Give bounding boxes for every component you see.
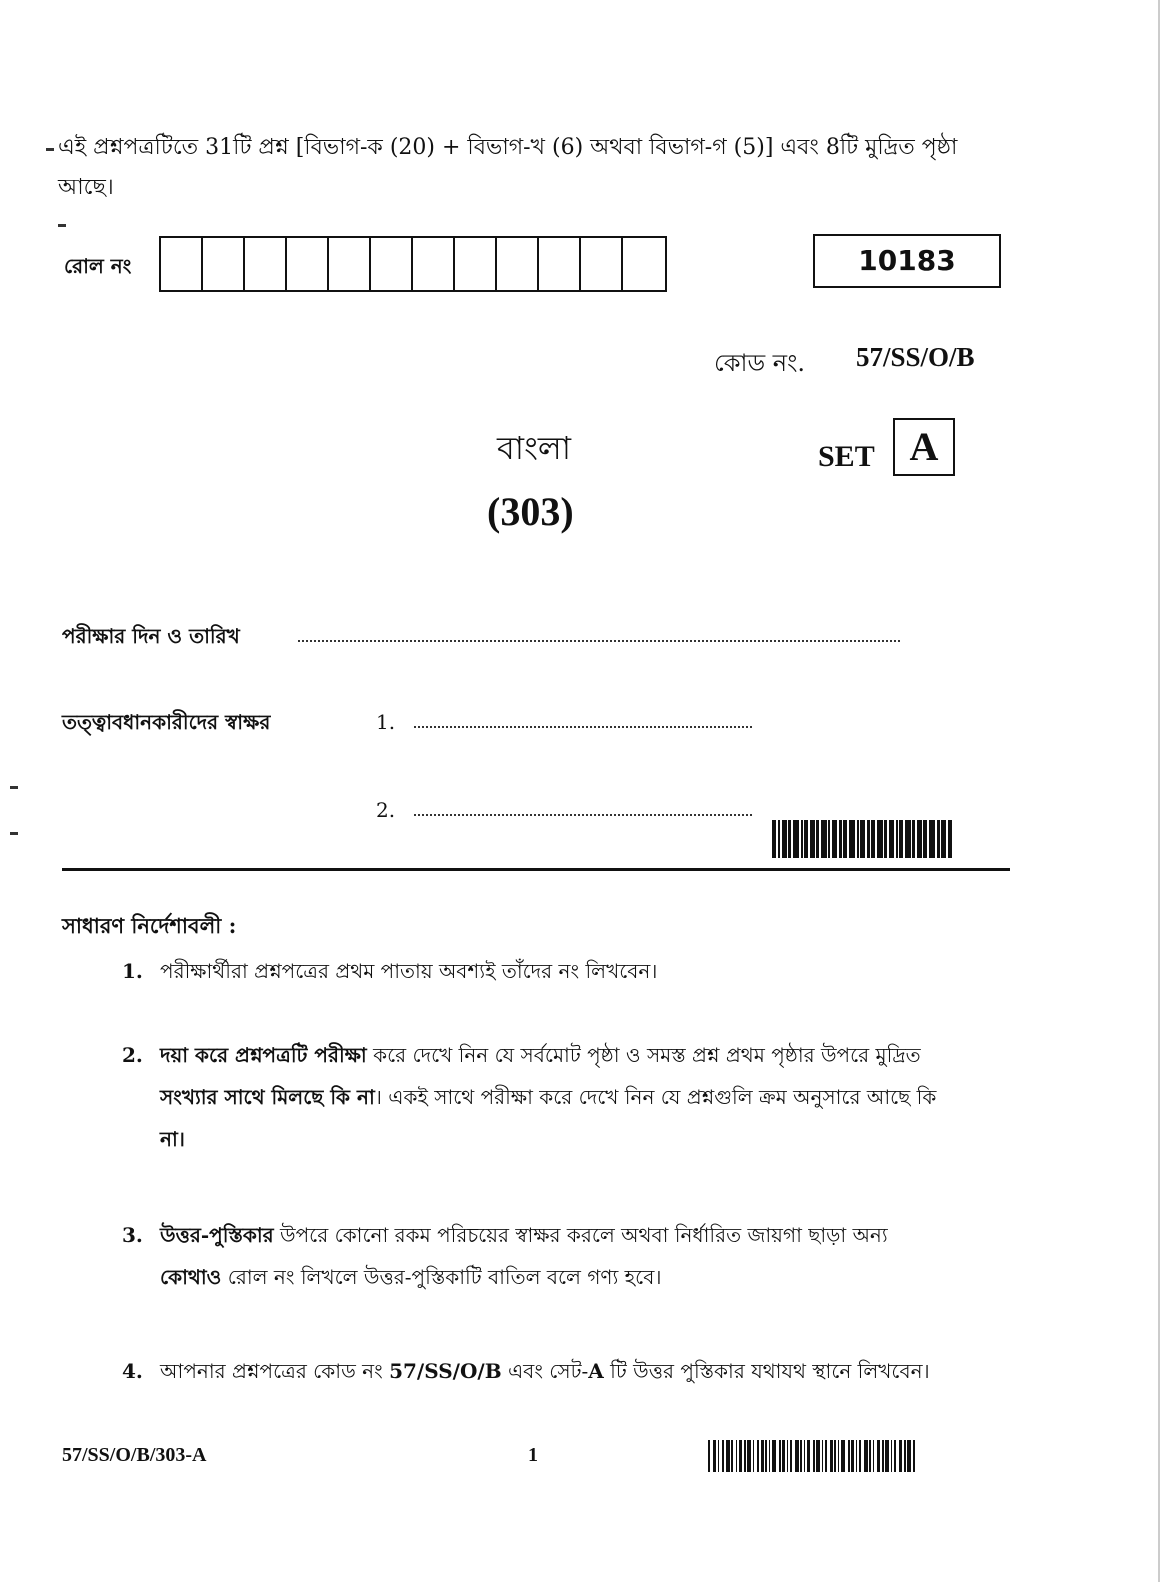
scan-mark	[46, 148, 54, 151]
instruction-bold-text: A	[588, 1359, 604, 1383]
instruction-text: উপরে কোনো রকম পরিচয়ের স্বাক্ষর করলে অথবা নির্ধারিত জায়গা ছাড়া অন্য	[273, 1223, 888, 1247]
roll-digit-box[interactable]	[203, 238, 245, 290]
invigilator-2-signature-field[interactable]	[414, 814, 752, 816]
instruction-text: এবং সেট-	[501, 1359, 589, 1383]
footer-code: 57/SS/O/B/303-A	[62, 1444, 207, 1466]
instruction-item-4	[122, 1350, 1010, 1392]
barcode-image	[772, 820, 994, 858]
exam-date-label: পরীক্ষার দিন ও তারিখ	[62, 624, 240, 648]
footer-barcode-image	[708, 1440, 1012, 1472]
instruction-text: । একই সাথে পরীক্ষা করে দেখে নিন যে প্রশ্নগুলি ক্রম অনুসারে আছে কি	[374, 1085, 937, 1109]
roll-digit-box[interactable]	[161, 238, 203, 290]
scan-mark	[10, 786, 18, 789]
roll-digit-box[interactable]	[371, 238, 413, 290]
scan-mark	[58, 224, 66, 227]
section-divider	[62, 868, 1010, 871]
instruction-text: টি উত্তর পুস্তিকার যথাযথ স্থানে লিখবেন।	[603, 1359, 930, 1383]
instruction-item-2	[122, 1034, 1010, 1160]
subject-title: বাংলা	[497, 429, 571, 467]
roll-digit-box[interactable]	[539, 238, 581, 290]
roll-digit-box[interactable]	[497, 238, 539, 290]
instruction-item-3	[122, 1214, 1010, 1298]
intro-line-2: আছে।	[58, 175, 114, 200]
roll-digit-box[interactable]	[245, 238, 287, 290]
instruction-bold-text: কোথাও	[160, 1265, 222, 1289]
instruction-number: 1.	[122, 959, 143, 983]
intro-text	[58, 128, 1008, 208]
roll-digit-box[interactable]	[623, 238, 665, 290]
roll-number-boxes[interactable]	[159, 236, 667, 292]
invigilator-label: তত্ত্বাবধানকারীদের স্বাক্ষর	[62, 710, 271, 734]
roll-digit-box[interactable]	[455, 238, 497, 290]
scan-edge-line	[1158, 0, 1160, 1582]
instruction-number: 4.	[122, 1359, 143, 1383]
instruction-bold-text: দয়া করে প্রশ্নপত্রটি পরীক্ষা	[160, 1043, 367, 1067]
instruction-bold-text: 57/SS/O/B	[389, 1359, 502, 1383]
set-label: SET	[818, 440, 875, 473]
paper-id-box: 10183	[813, 234, 1001, 288]
roll-digit-box[interactable]	[413, 238, 455, 290]
instruction-bold-text: উত্তর-পুস্তিকার	[160, 1223, 274, 1247]
instruction-text: রোল নং লিখলে উত্তর-পুস্তিকাটি বাতিল বলে গণ্য হবে।	[221, 1265, 662, 1289]
instruction-item-1	[122, 950, 1010, 992]
roll-digit-box[interactable]	[329, 238, 371, 290]
roll-number-label: রোল নং	[64, 254, 132, 278]
instruction-text: পরীক্ষার্থীরা প্রশ্নপত্রের প্রথম পাতায় অবশ্যই তাঁদের নং লিখবেন।	[160, 959, 658, 983]
instruction-bold-text: না।	[160, 1127, 185, 1151]
intro-line-1: এই প্রশ্নপত্রটিতে 31টি প্রশ্ন [বিভাগ-ক (20) + বিভাগ-খ (6) অথবা বিভাগ-গ (5)] এবং 8টি মুদ্রিত পৃষ্ঠা	[58, 135, 958, 160]
instruction-number: 3.	[122, 1223, 143, 1247]
code-label: কোড নং.	[714, 349, 806, 377]
roll-digit-box[interactable]	[287, 238, 329, 290]
instruction-number: 2.	[122, 1043, 143, 1067]
invigilator-1-signature-field[interactable]	[414, 726, 752, 728]
page-number: 1	[528, 1444, 538, 1466]
set-value-box: A	[893, 418, 955, 476]
instruction-text: আপনার প্রশ্নপত্রের কোড নং	[160, 1359, 390, 1383]
invigilator-1-number: 1.	[376, 710, 396, 734]
exam-date-field[interactable]	[298, 640, 900, 642]
instruction-text: করে দেখে নিন যে সর্বমোট পৃষ্ঠা ও সমস্ত প্রশ্ন প্রথম পৃষ্ঠার উপরে মুদ্রিত	[366, 1043, 921, 1067]
code-value: 57/SS/O/B	[856, 342, 975, 372]
instruction-bold-text: সংখ্যার সাথে মিলছে কি না	[160, 1085, 375, 1109]
roll-digit-box[interactable]	[581, 238, 623, 290]
instructions-heading: সাধারণ নির্দেশাবলী :	[62, 913, 237, 938]
scan-mark	[10, 832, 18, 835]
paper-number: (303)	[487, 489, 574, 534]
invigilator-2-number: 2.	[376, 798, 396, 822]
